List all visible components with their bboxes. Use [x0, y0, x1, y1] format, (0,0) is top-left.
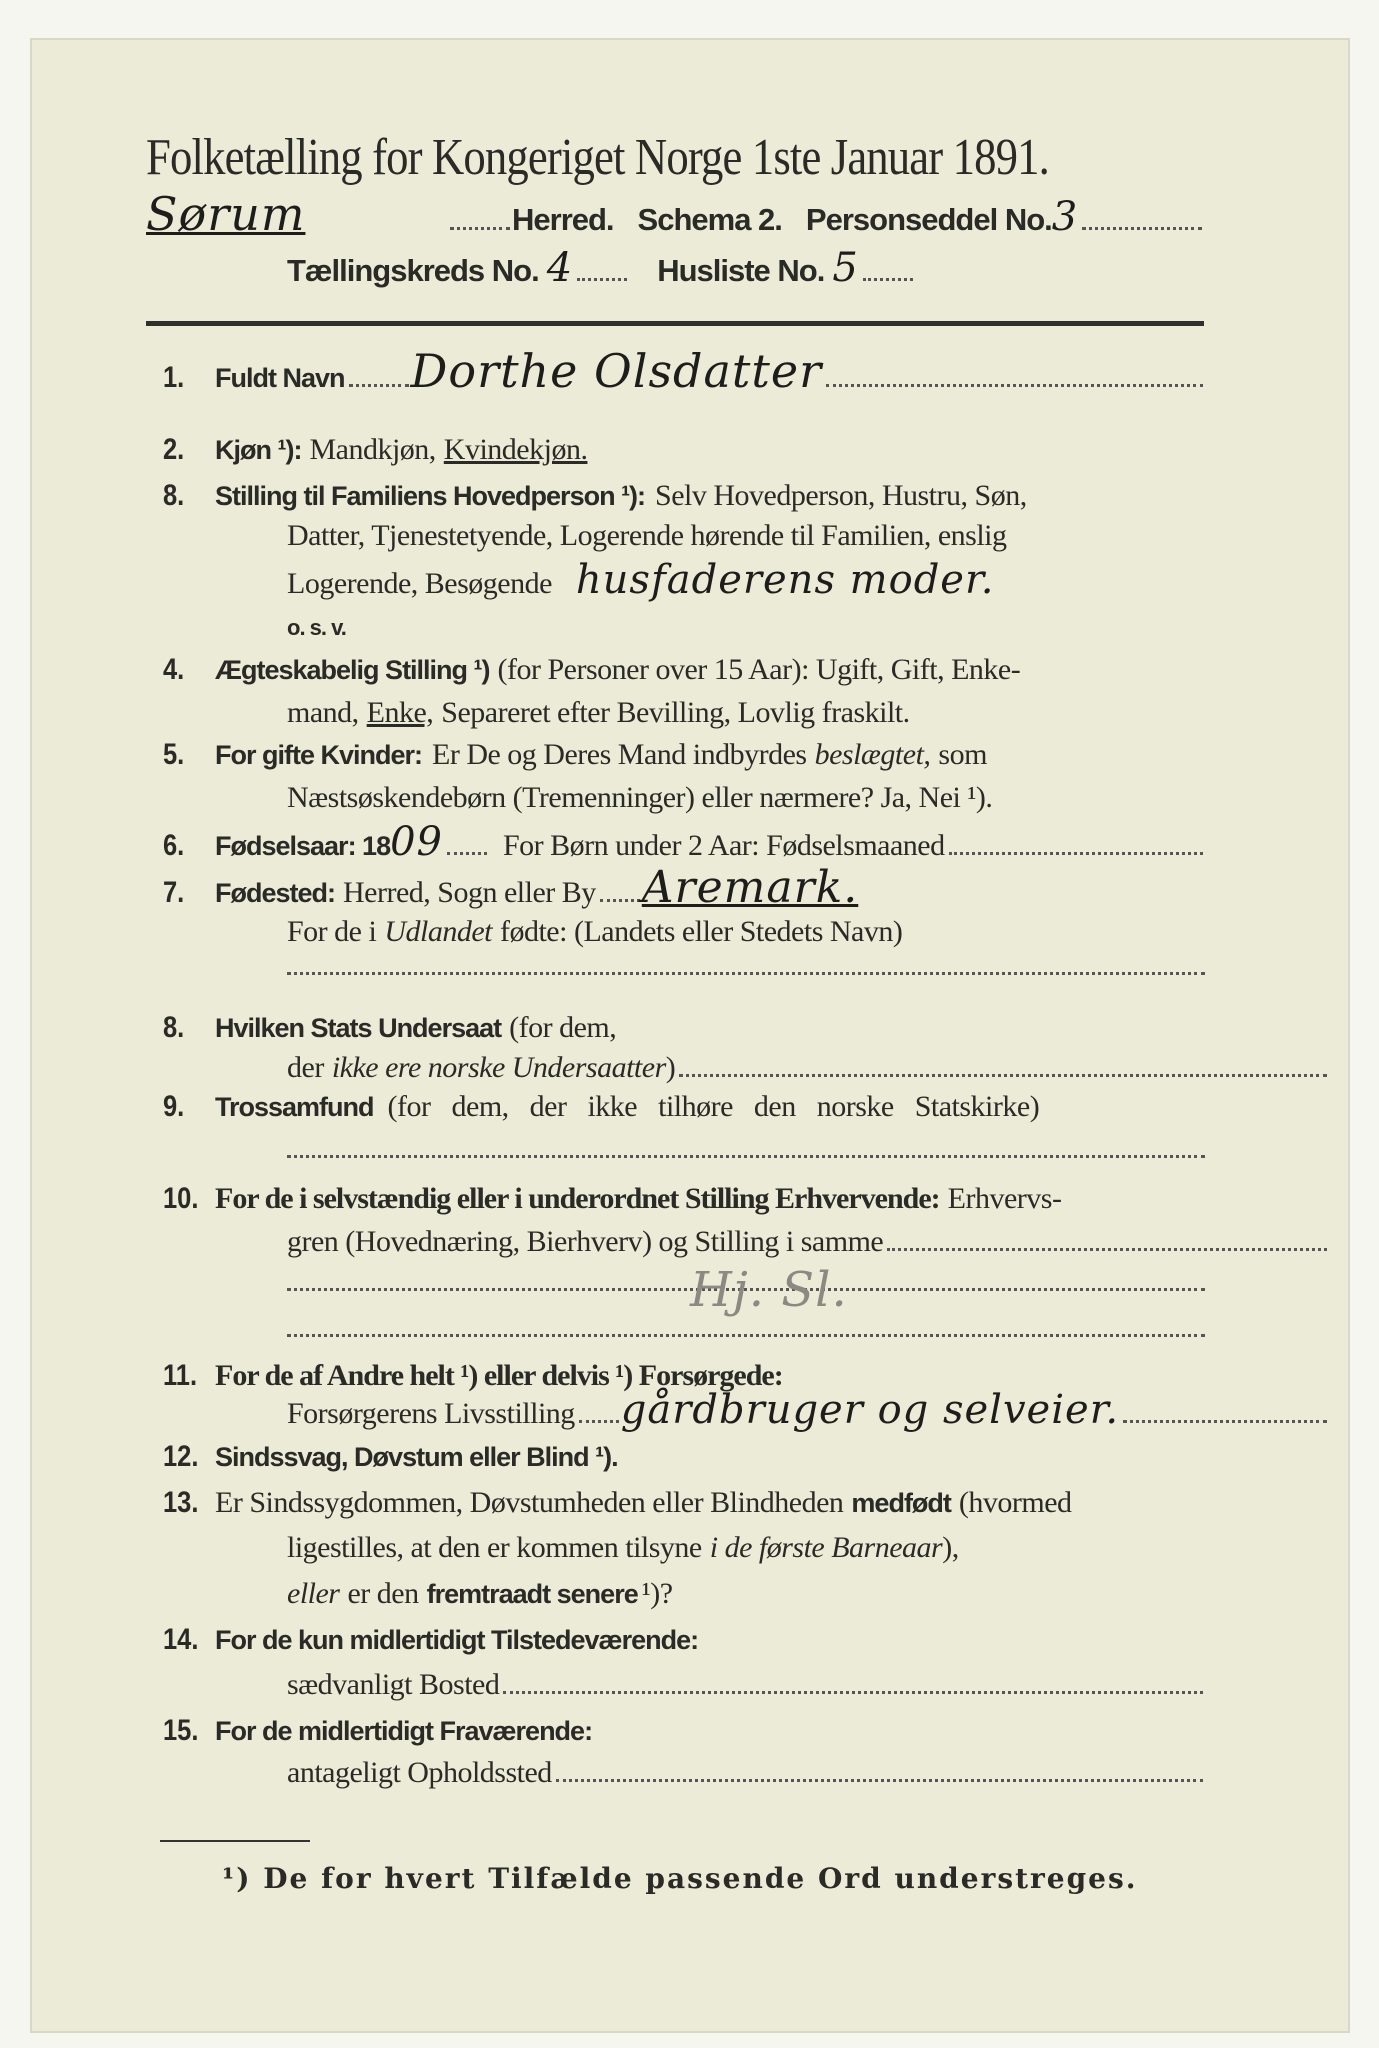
item-7-line-2 [163, 914, 1329, 950]
item-number: 13. [163, 1486, 199, 1519]
item-label: For de af Andre helt ¹) eller delvis ¹) Forsørgede: [215, 1359, 783, 1392]
item-12-disability [163, 1439, 1205, 1475]
item-text: fremtraadt senere [426, 1579, 638, 1609]
item-15-temporary-absent [163, 1713, 1205, 1749]
item-number: 5. [163, 738, 185, 771]
occupation-pencil-mark: Hj. Sl. [690, 1262, 848, 1318]
husliste-label: Husliste No. [657, 253, 825, 288]
item-label: Ægteskabelig Stilling ¹) [215, 655, 490, 685]
item-number: 1. [163, 361, 185, 394]
item-3-line-2 [163, 518, 1329, 554]
item-number: 9. [163, 1090, 185, 1123]
header-line-kreds [287, 245, 1087, 291]
item-number: 15. [163, 1714, 199, 1747]
answer-dotted-line [287, 972, 1205, 975]
item-text: (for dem, der ikke tilhøre den norske Statskirke) [387, 1090, 1040, 1123]
personseddel-label: Personseddel No. [805, 202, 1052, 237]
birth-year-answer: 09 [390, 819, 443, 865]
item-text: sædvanligt Bosted [287, 1668, 500, 1701]
taellingskreds-value: 4 [546, 245, 574, 291]
item-text: Separeret efter Bevilling, Lovlig fraskilt. [441, 696, 910, 729]
item-text: mand, [287, 696, 359, 729]
herred-value: Sørum [146, 187, 306, 241]
item-text: i de første Barneaar [709, 1531, 943, 1564]
personseddel-value: 3 [1051, 194, 1079, 240]
herred-label: Herred. [512, 202, 614, 237]
item-3-line-4 [163, 610, 1329, 646]
item-7-birthplace [163, 862, 1205, 913]
item-5-line-2 [163, 780, 1329, 816]
item-4-line-2 [163, 695, 1329, 731]
item-label: For de midlertidigt Fraværende: [215, 1716, 593, 1746]
item-label: Stilling til Familiens Hovedperson ¹): [215, 481, 646, 511]
item-text: o. s. v. [287, 615, 346, 640]
item-text: der [287, 1051, 324, 1084]
item-14-temporary-present [163, 1622, 1205, 1658]
item-text: beslægtet, [814, 738, 931, 771]
item-3-family-position [163, 478, 1205, 514]
item-text: (for dem, [509, 1011, 617, 1044]
item-text: ) [665, 1051, 676, 1084]
supporter-occupation-answer: gårdbruger og selveier. [620, 1387, 1120, 1433]
item-text: Næstsøskendebørn (Tremenninger) eller nærmere? Ja, Nei ¹). [287, 781, 993, 814]
item-number: 2. [163, 433, 185, 466]
item-11-line-2 [163, 1387, 1329, 1433]
item-14-line-2 [287, 1667, 1205, 1703]
item-text: Selv Hovedperson, Hustru, Søn, [655, 479, 1027, 512]
item-text: ¹)? [641, 1577, 673, 1610]
item-text: Herred, Sogn eller By [343, 876, 596, 909]
item-label: For de kun midlertidigt Tilstedeværende: [215, 1625, 699, 1655]
item-text: (for Personer over 15 Aar): Ugift, Gift, Enke- [497, 653, 1021, 686]
birthplace-answer: Aremark. [641, 862, 859, 913]
item-number: 8. [163, 479, 185, 512]
form-title: Folketælling for Kongeriget Norge 1ste Januar 1891. [146, 129, 1049, 186]
item-number: 7. [163, 876, 185, 909]
item-13-congenital [163, 1485, 1205, 1521]
item-label: Fødested: [215, 878, 336, 908]
item-13-line-3 [287, 1576, 1205, 1612]
item-4-marital-status [163, 652, 1205, 688]
schema-label: Schema 2. [637, 202, 782, 237]
header-line-herred [146, 187, 1204, 241]
item-text: (hvormed [958, 1486, 1072, 1519]
item-text: gren (Hovednæring, Bierhverv) og Stilling i samme [287, 1225, 884, 1258]
item-text: Datter, Tjenestetyende, Logerende hørende til Familien, enslig [287, 519, 1007, 552]
item-text: Forsørgerens Livsstilling [287, 1397, 575, 1430]
item-text: ligestilles, at den er kommen tilsyne [287, 1531, 702, 1564]
item-8-citizenship [163, 1010, 1205, 1046]
item-label: For gifte Kvinder: [215, 740, 423, 770]
item-text: fødte: (Landets eller Stedets Navn) [499, 915, 903, 948]
item-2-gender [163, 432, 1205, 468]
option-male: Mandkjøn, [309, 433, 436, 466]
header-divider [146, 321, 1204, 326]
item-label: Fødselsaar: 18 [215, 831, 391, 861]
item-label: Hvilken Stats Undersaat [215, 1013, 502, 1043]
item-number: 6. [163, 829, 185, 862]
item-text: er den [347, 1577, 419, 1610]
option-widow-underlined: Enke, [366, 696, 434, 729]
item-number: 14. [163, 1623, 199, 1656]
item-label: For de i selvstændig eller i underordnet Stilling Erhvervende: [215, 1182, 940, 1215]
full-name-answer: Dorthe Olsdatter [410, 344, 823, 398]
item-3-line-3 [163, 557, 1329, 603]
item-text: ikke ere norske Undersaatter [331, 1051, 666, 1084]
item-label: Sindssvag, Døvstum eller Blind ¹). [215, 1442, 618, 1472]
item-10-line-2 [163, 1224, 1329, 1260]
item-text: For Børn under 2 Aar: Fødselsmaaned [503, 829, 945, 862]
item-text: eller [287, 1577, 340, 1610]
answer-dotted-line [287, 1155, 1205, 1158]
item-label: Trossamfund [215, 1092, 374, 1122]
item-text: medfødt [851, 1488, 951, 1518]
footnote: ¹) De for hvert Tilfælde passende Ord understreges. [222, 1862, 1138, 1895]
taellingskreds-label: Tællingskreds No. [287, 253, 539, 288]
item-label: Fuldt Navn [215, 363, 345, 393]
item-text: For de i [287, 915, 377, 948]
item-text: Udlandet [384, 915, 492, 948]
item-number: 10. [163, 1182, 199, 1215]
item-10-occupation [163, 1181, 1205, 1217]
family-position-answer: husfaderens moder. [575, 557, 995, 603]
husliste-value: 5 [832, 245, 859, 291]
item-6-birth-year [163, 819, 1205, 865]
item-text: Erhvervs- [947, 1182, 1062, 1215]
item-label: Kjøn ¹): [215, 435, 302, 465]
item-number: 11. [163, 1359, 198, 1392]
item-9-religion [163, 1089, 1205, 1125]
footnote-divider [160, 1840, 310, 1842]
item-15-line-2 [287, 1755, 1205, 1791]
item-text: Er De og Deres Mand indbyrdes [432, 738, 807, 771]
option-female-underlined: Kvindekjøn. [443, 433, 588, 466]
item-1-full-name [163, 344, 1205, 398]
item-text: antageligt Opholdssted [287, 1756, 552, 1789]
item-text: som [938, 738, 987, 771]
item-text: Logerende, Besøgende [287, 567, 552, 600]
item-5-married-women [163, 737, 1205, 773]
answer-dotted-line [287, 1334, 1205, 1337]
item-text: ), [942, 1531, 959, 1564]
item-text: Er Sindssygdommen, Døvstumheden eller Blindheden [215, 1486, 844, 1519]
item-number: 4. [163, 653, 185, 686]
item-number: 8. [163, 1011, 185, 1044]
item-8-line-2 [163, 1050, 1329, 1086]
item-13-line-2 [287, 1530, 1205, 1566]
item-number: 12. [163, 1440, 199, 1473]
